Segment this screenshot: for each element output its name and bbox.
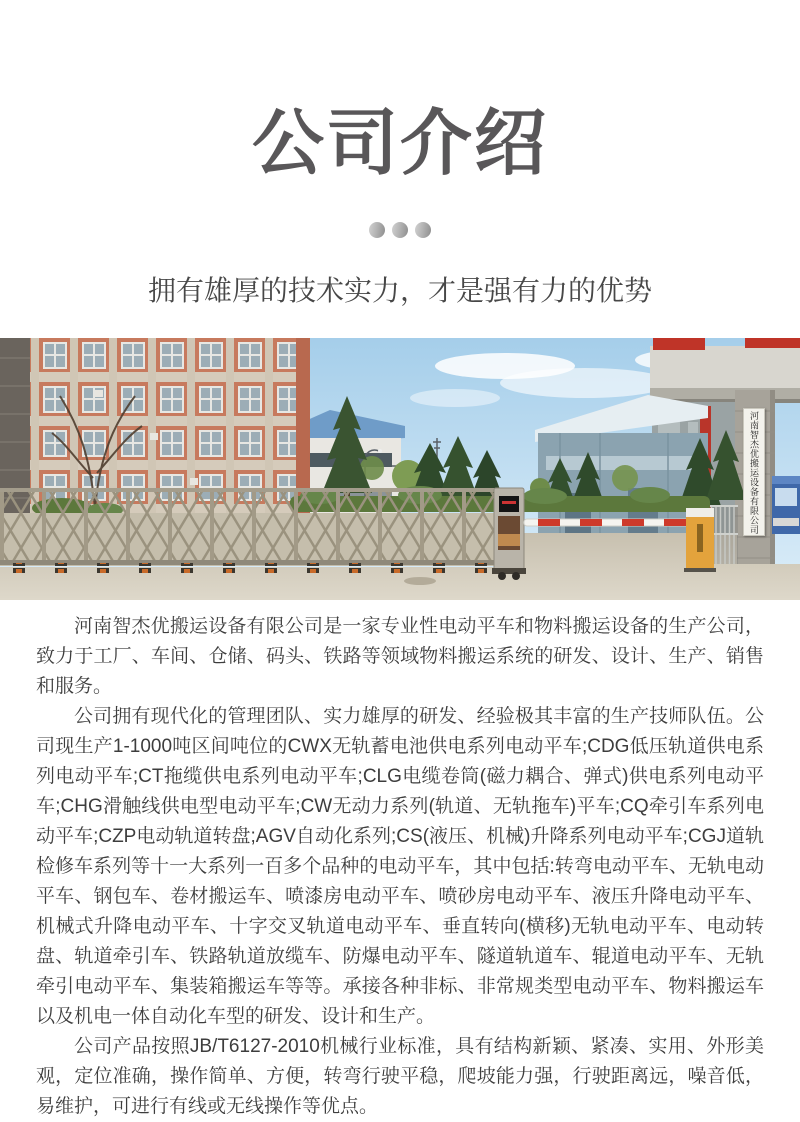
intro-paragraph-2: 公司拥有现代化的管理团队、实力雄厚的研发、经验极其丰富的生产技师队伍。公司现生产1-1000吨区间吨位的CWX无轨蓄电池供电系列电动平车;CDG低压轨道供电系列电动平车;CT拖缆供电系列电动平车;CLG电缆卷筒(磁力耦合、弹式)供电系列电动平车;CHG滑触线供电型电动平车;CW无动力系列(轨道、无轨拖车)平车;CQ牵引车系列电动平车;CZP电动轨道转盘;AGV自动化系列;CS(液压、机械)升降系列电动平车;CGJ道轨检修车系列等十一大系列一百多个品种的电动平车，其中包括:转弯电动平车、无轨电动平车、钢包车、卷材搬运车、喷漆房电动平车、喷砂房电动平车、液压升降电动平车、机械式升降电动平车、十字交叉轨道电动平车、垂直转向(横移)无轨电动平车、电动转盘、轨道牵引车、铁路轨道放缆车、防爆电动平车、隧道轨道车、辊道电动平车、无轨牵引电动平车、集装箱搬运车等等。承接各种非标、非常规类型电动平车、物料搬运车以及机电一体自动化车型的研发、设计和生产。	[36, 706, 764, 1027]
photo-scene-svg	[0, 338, 800, 600]
title-divider-dots	[0, 222, 800, 238]
intro-paragraph-1: 河南智杰优搬运设备有限公司是一家专业性电动平车和物料搬运设备的生产公司，致力于工厂、车间、仓储、码头、铁路等领域物料搬运系统的研发、设计、生产、销售和服务。	[36, 616, 764, 697]
page-subtitle: 拥有雄厚的技术实力，才是强有力的优势	[147, 275, 652, 306]
page-title: 公司介绍	[251, 104, 548, 184]
intro-paragraph-3: 公司产品按照JB/T6127-2010机械行业标准，具有结构新颖、紧凑、实用、外形美观，定位准确，操作简单、方便，转弯行驶平稳，爬坡能力强，行驶距离远，噪音低，易维护，可进行有线或无线操作等优点。	[36, 1036, 764, 1117]
divider-dot	[369, 222, 385, 238]
company-intro-page	[0, 104, 800, 1117]
divider-dot	[415, 222, 431, 238]
company-gate-sign: 河南智杰优搬运设备有限公司	[743, 408, 765, 536]
divider-dot	[392, 222, 408, 238]
company-photo	[0, 338, 800, 600]
company-intro-section	[36, 612, 764, 1122]
